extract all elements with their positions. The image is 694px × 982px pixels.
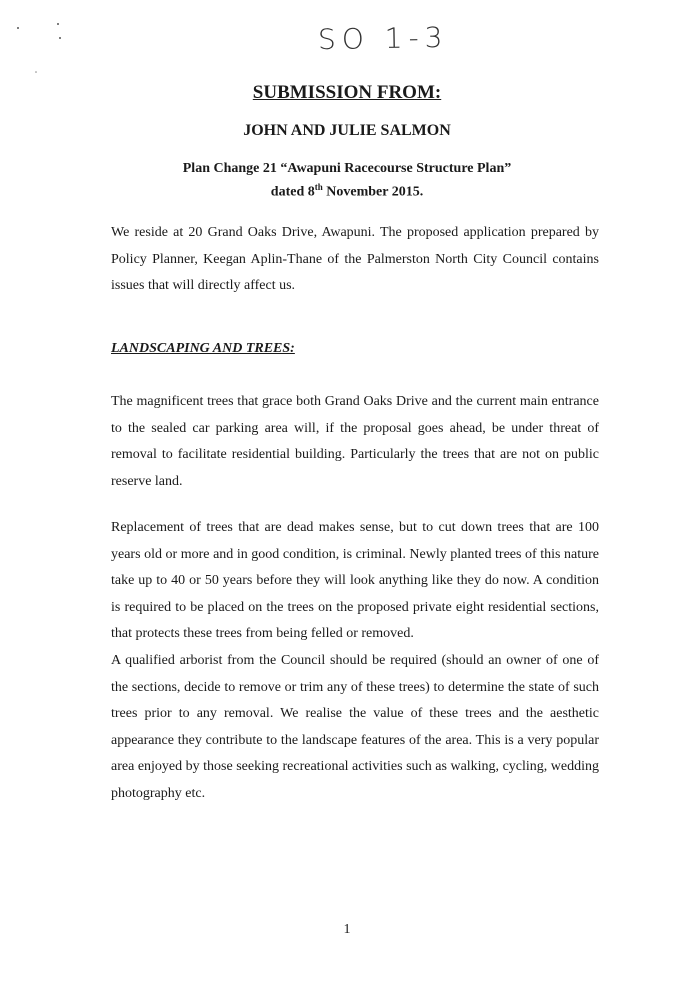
handwritten-reference: SO 1-3 [317,20,449,57]
intro-paragraph: We reside at 20 Grand Oaks Drive, Awapuni. The proposed application prepared by Policy Planner, Keegan Aplin-Thane of the Palmerston North City Council contains issues that will directly affect us. [111,225,599,293]
scan-specks [14,20,74,80]
plan-reference [0,160,694,202]
plan-name: Plan Change 21 “Awapuni Racecourse Structure Plan” [182,161,512,176]
replacement-paragraph: Replacement of trees that are dead makes sense, but to cut down trees that are 100 years old or more and in good condition, is criminal. Newly planted trees of this nature take up to 40 or 50 years before they will look anything like they do now. A condition is required to be placed on the trees on the proposed private eight residential sections, that protects these trees from being felled or removed. [111,520,599,641]
plan-date-ordinal: th [314,182,323,192]
plan-date-prefix: dated 8 [270,184,315,200]
plan-date [0,178,694,202]
document-title: SUBMISSION FROM: [252,82,442,103]
submitter-names: JOHN AND JULIE SALMON [243,122,451,139]
section-heading: LANDSCAPING AND TREES: [111,341,295,356]
plan-date-suffix: November 2015. [322,184,424,200]
arborist-paragraph: A qualified arborist from the Council should be required (should an owner of one of the sections, decide to remove or trim any of these trees) to determine the state of such trees prior to any removal. We realise the value of these trees and the aesthetic appearance they contribute to the landscape features of the area. This is a very popular area enjoyed by those seeking recreational activities such as walking, cycling, wedding photography etc. [111,653,599,801]
page-number: 1 [343,922,351,937]
trees-paragraph: The magnificent trees that grace both Grand Oaks Drive and the current main entrance to the sealed car parking area will, if the proposal goes ahead, be under threat of removal to facilitate residential building. Particularly the trees that are not on public reserve land. [111,394,599,489]
